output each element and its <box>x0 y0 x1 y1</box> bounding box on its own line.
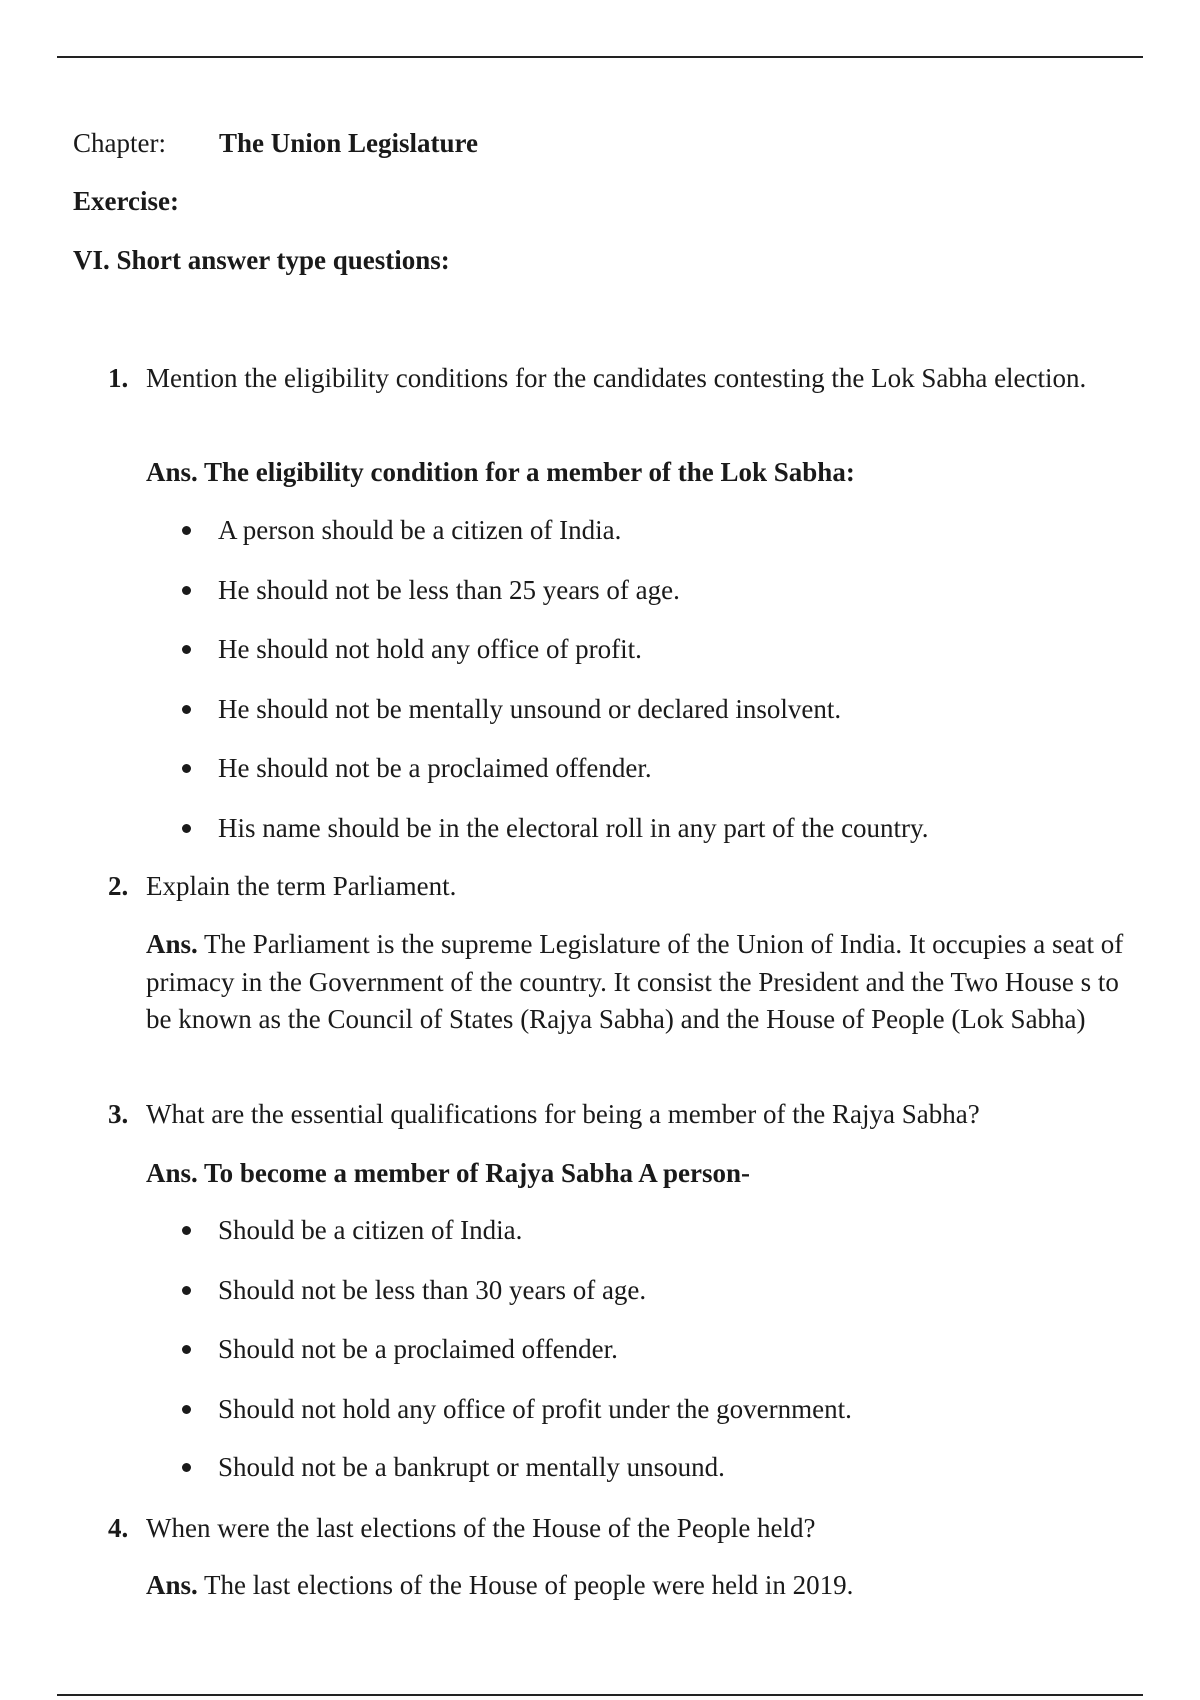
chapter-title: The Union Legislature <box>219 128 479 158</box>
answer-prefix: Ans. <box>146 929 198 959</box>
bullet-icon <box>182 1226 191 1235</box>
bullet-icon <box>182 645 191 654</box>
bullet-icon <box>182 1286 191 1295</box>
answer-1-heading: Ans. The eligibility condition for a member of the Lok Sabha: <box>146 457 855 487</box>
bottom-rule <box>57 1694 1143 1696</box>
bullet-icon <box>182 586 191 595</box>
question-number: 1. <box>108 363 129 393</box>
chapter-label: Chapter: <box>73 128 166 158</box>
bullet-icon <box>182 1405 191 1414</box>
answer-2 <box>146 926 1136 1039</box>
section-heading: VI. Short answer type questions: <box>73 245 450 275</box>
answer-4 <box>146 1567 1136 1605</box>
question-text: Explain the term Parliament. <box>146 871 457 901</box>
answer-prefix: Ans. <box>146 1570 198 1600</box>
answer-text: The Parliament is the supreme Legislature of the Union of India. It occupies a seat of primacy in the Government of the country. It consist the President and the Two House s to be known as the Council of States (Rajya Sabha) and the House of People (Lok Sabha) <box>146 929 1124 1034</box>
chapter-header <box>73 128 478 159</box>
bullet-icon <box>182 824 191 833</box>
question-number: 4. <box>108 1513 129 1543</box>
bullet-icon <box>182 1345 191 1354</box>
answer-3-heading: Ans. To become a member of Rajya Sabha A person- <box>146 1158 751 1188</box>
question-text: Mention the eligibility conditions for the candidates contesting the Lok Sabha election. <box>146 363 1087 393</box>
bullet-icon <box>182 764 191 773</box>
question-number: 2. <box>108 871 129 901</box>
top-rule <box>57 56 1143 58</box>
answer-text: The last elections of the House of people were held in 2019. <box>204 1570 854 1600</box>
question-text: When were the last elections of the House of the People held? <box>146 1513 816 1543</box>
bullet-icon <box>182 526 191 535</box>
document-page: Chapter: The Union Legislature Exercise: VI. Short answer type questions: 1. Mention the eligibility conditions for the candidates contesting the Lok Sabha election. Ans. The eligibility condition for a member of the Lok Sabha: A person should be a citizen of India. He should not be less than 25 years of age. He should not hold any office of profit. He should not be mentally unsound or declared insolvent. He should not be a proclaimed offender. His name should be in the electoral roll in any part of the country. 2. Explain the term Parliament. Ans. The Parliament is the supreme Legislature of the Union of India. It occupies a seat of primacy in the Government of the country. It consist the President and the Two House s to be known as the Council of States (Rajya Sabha) and the House of People (Lok Sabha) 3. What are the essential qualifications for being a member of the Rajya Sabha? Ans. To become a member of Rajya Sabha A person- Should be a citizen of India. Should not be less than 30 years of age. Should not be a proclaimed offender. Should not hold any office of profit under the government. Should not be a bankrupt or mentally unsound. 4. When were the last elections of the House of the People held? Ans. The last elections of the House of people were held in 2019. <box>0 0 1200 1700</box>
exercise-heading: Exercise: <box>73 186 179 216</box>
question-number: 3. <box>108 1099 129 1129</box>
question-text: What are the essential qualifications for being a member of the Rajya Sabha? <box>146 1099 980 1129</box>
bullet-icon <box>182 1463 191 1472</box>
bullet-icon <box>182 705 191 714</box>
